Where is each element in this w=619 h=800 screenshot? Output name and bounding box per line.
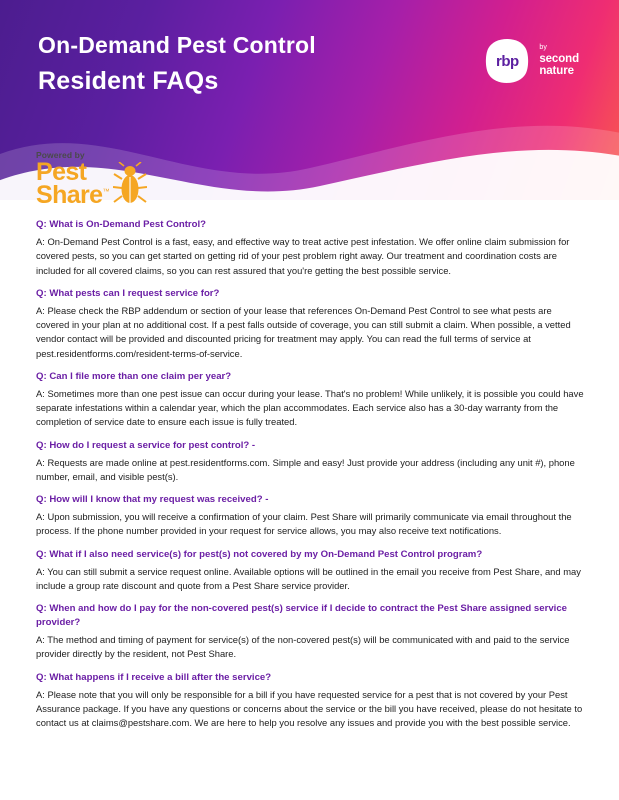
brand-line1: second [539,52,579,65]
faq-question: Q: What happens if I receive a bill after the service? [36,671,272,683]
faq-item [36,602,584,661]
faq-item [36,493,584,539]
pest-share-word1: Pest [36,158,87,186]
faq-item [36,370,584,430]
faq-item [36,287,584,361]
faq-answer: A: Requests are made online at pest.residentforms.com. Simple and easy! Just provide your address (including any unit #), phone number, email, and visible pest(s). [36,456,575,482]
page-title [38,30,316,99]
faq-question: Q: When and how do I pay for the non-covered pest(s) service if I decide to contract the Pest Share assigned service provider? [36,603,567,629]
pest-share-wordmark [36,158,109,210]
rbp-by-text: by [539,43,548,51]
rbp-mark-text: rbp [495,52,519,70]
faq-answer: A: Please note that you will only be responsible for a bill if you have requested service for a pest that is not covered by your Pest Assurance package. If you have any questions or concerns about the service or the bill you have received, please do not hesitate to contact us at claims@pestshare.com. We are here to help you resolve any issues and provide you with the best possible service. [36,688,583,729]
rbp-logo [484,38,579,84]
second-nature-wordmark [539,44,579,79]
rbp-mark-icon [484,38,530,84]
brand-line2: nature [539,65,574,78]
bug-icon [113,162,147,208]
page-title-line1: On-Demand Pest Control [38,32,316,58]
faq-question: Q: How will I know that my request was received? - [36,494,269,506]
faq-list [36,218,584,739]
faq-answer: A: Please check the RBP addendum or section of your lease that references On-Demand Pest Control to see what pests are covered in your plan at no additional cost. If a pest falls outside of coverage, you can still submit a claim. When possible, a vetted vendor contact will be provided and discounted pricing for treatment may apply. You can read the full terms of service at pest.residentforms.com/resident-terms-of-service. [36,304,571,359]
faq-item [36,218,584,278]
faq-question: Q: How do I request a service for pest control? - [36,439,256,451]
faq-answer: A: The method and timing of payment for service(s) of the non-covered pest(s) will be communicated with and paid to the service provider directly by the resident, not Pest Share. [36,634,570,660]
pest-share-logo [36,150,296,208]
faq-question: Q: What if I also need service(s) for pest(s) not covered by my On-Demand Pest Control program? [36,548,483,560]
faq-answer: A: On-Demand Pest Control is a fast, easy, and effective way to treat active pest infestation. We offer online claim submission for covered pests, so you can get started on getting rid of your pest problem right away. Our treatment and coordination costs are included for all covered claims, so you can rest assured that you're getting the best possible service. [36,235,570,276]
faq-question: Q: What is On-Demand Pest Control? [36,219,207,230]
faq-answer: A: You can still submit a service request online. Available options will be outlined in the email you receive from Pest Share, and may include a group rate discount and quote from a Pest Share service provider. [36,565,581,591]
faq-question: Q: Can I file more than one claim per year? [36,370,232,382]
faq-question: Q: What pests can I request service for? [36,287,220,299]
pest-share-word2: Share™ [36,181,109,210]
faq-answer: A: Sometimes more than one pest issue can occur during your lease. That's no problem! While unlikely, it is possible you could have separate infestations within a calendar year, which the plan accommodates. Each service also has a 30-day warranty from the completion of service date to ensure each issue is fully treated. [36,387,584,428]
faq-answer: A: Upon submission, you will receive a confirmation of your claim. Pest Share will primarily communicate via email throughout the process. If the phone number provided in your request for service allows, you may also receive text notifications. [36,511,572,537]
faq-item [36,548,584,594]
faq-item [36,439,584,485]
faq-item [36,671,584,731]
page-title-line2: Resident FAQs [38,67,219,96]
powered-by-label: Powered by [36,150,85,160]
trademark-symbol: ™ [102,188,109,196]
pest-share-lockup [36,158,296,210]
